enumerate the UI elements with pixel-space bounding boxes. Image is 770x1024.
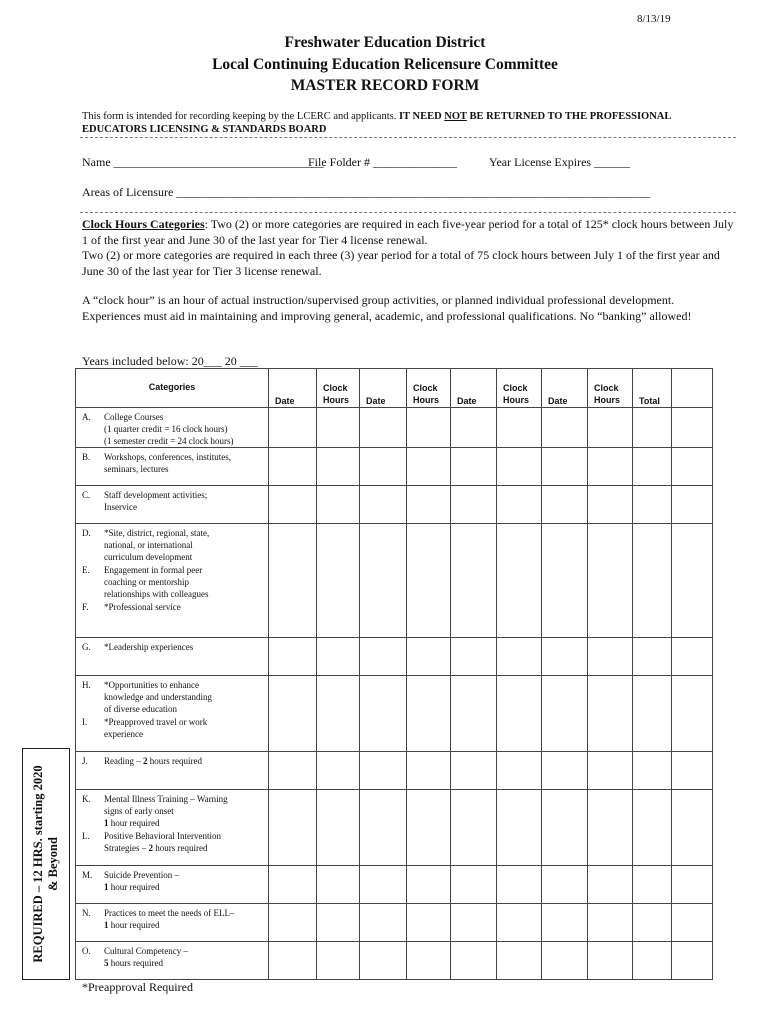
- years-included-field[interactable]: Years included below: 20___ 20 ___: [82, 354, 258, 368]
- entry-cell[interactable]: [672, 638, 713, 676]
- entry-cell[interactable]: [672, 408, 713, 448]
- entry-cell[interactable]: [672, 942, 713, 980]
- entry-cell[interactable]: [633, 638, 672, 676]
- entry-cell[interactable]: [497, 904, 542, 942]
- entry-cell[interactable]: [451, 448, 497, 486]
- form-title: MASTER RECORD FORM: [290, 77, 480, 94]
- header-clock-hours: Clock Hours: [407, 369, 451, 408]
- category-cell: K. Mental Illness Training – Warning signs of early onset 1 hour required L. Positive Behavioral Intervention Strategies – 2 hours required: [76, 790, 269, 866]
- entry-cell[interactable]: [633, 790, 672, 866]
- entry-cell[interactable]: [269, 486, 317, 524]
- entry-cell[interactable]: [451, 790, 497, 866]
- table-row: [76, 448, 713, 486]
- entry-cell[interactable]: [588, 752, 633, 790]
- entry-cell[interactable]: [542, 904, 588, 942]
- entry-cell[interactable]: [672, 486, 713, 524]
- intro-text: This form is intended for recording keeping by the LCERC and applicants. IT NEED NOT BE RETURNED TO THE PROFESSIONAL EDUCATORS LICENSING & STANDARDS BOARD: [82, 111, 671, 135]
- entry-cell[interactable]: [269, 904, 317, 942]
- entry-cell[interactable]: [672, 790, 713, 866]
- entry-cell[interactable]: [542, 942, 588, 980]
- entry-cell[interactable]: [633, 448, 672, 486]
- header-date: Date: [269, 369, 317, 408]
- entry-cell[interactable]: [497, 942, 542, 980]
- entry-cell[interactable]: [407, 752, 451, 790]
- entry-cell[interactable]: [360, 638, 407, 676]
- entry-cell[interactable]: [542, 676, 588, 752]
- entry-cell[interactable]: [542, 638, 588, 676]
- entry-cell[interactable]: [542, 408, 588, 448]
- entry-cell[interactable]: [497, 676, 542, 752]
- entry-cell[interactable]: [588, 448, 633, 486]
- entry-cell[interactable]: [451, 524, 497, 638]
- entry-cell[interactable]: [497, 790, 542, 866]
- header-blank: [672, 369, 713, 408]
- entry-cell[interactable]: [360, 866, 407, 904]
- table-row: [76, 942, 713, 980]
- entry-cell[interactable]: [317, 904, 360, 942]
- header-clock-hours: Clock Hours: [317, 369, 360, 408]
- entry-cell[interactable]: [451, 942, 497, 980]
- entry-cell[interactable]: [269, 752, 317, 790]
- preapproval-footnote: *Preapproval Required: [82, 980, 193, 994]
- divider: [80, 137, 736, 138]
- category-cell: J. Reading – 2 hours required: [76, 752, 269, 790]
- table-row: [76, 866, 713, 904]
- entry-cell[interactable]: [360, 486, 407, 524]
- form-date: 8/13/19: [637, 13, 671, 25]
- entry-cell[interactable]: [269, 408, 317, 448]
- header-date: Date: [542, 369, 588, 408]
- entry-cell[interactable]: [269, 676, 317, 752]
- entry-cell[interactable]: [497, 866, 542, 904]
- entry-cell[interactable]: [317, 524, 360, 638]
- entry-cell[interactable]: [360, 524, 407, 638]
- entry-cell[interactable]: [360, 942, 407, 980]
- clock-hour-definition: A “clock hour” is an hour of actual instruction/supervised group activities, or planned individual professional development. Experiences must aid in maintaining and improving general, academic, and professional qualifications. No “banking” allowed!: [82, 293, 692, 323]
- entry-cell[interactable]: [269, 638, 317, 676]
- table-row: [76, 752, 713, 790]
- category-cell: B. Workshops, conferences, institutes, seminars, lectures: [76, 448, 269, 486]
- entry-cell[interactable]: [633, 524, 672, 638]
- entry-cell[interactable]: [497, 408, 542, 448]
- entry-cell[interactable]: [317, 486, 360, 524]
- entry-cell[interactable]: [451, 866, 497, 904]
- entry-cell[interactable]: [588, 790, 633, 866]
- header-clock-hours: Clock Hours: [588, 369, 633, 408]
- category-cell: O. Cultural Competency – 5 hours required: [76, 942, 269, 980]
- entry-cell[interactable]: [497, 486, 542, 524]
- entry-cell[interactable]: [317, 790, 360, 866]
- table-row: [76, 524, 713, 638]
- entry-cell[interactable]: [360, 676, 407, 752]
- entry-cell[interactable]: [542, 866, 588, 904]
- entry-cell[interactable]: [588, 486, 633, 524]
- entry-cell[interactable]: [317, 942, 360, 980]
- entry-cell[interactable]: [497, 752, 542, 790]
- entry-cell[interactable]: [317, 448, 360, 486]
- header-date: Date: [451, 369, 497, 408]
- entry-cell[interactable]: [542, 486, 588, 524]
- district-title: Freshwater Education District: [284, 34, 486, 51]
- category-cell: A. College Courses (1 quarter credit = 16 clock hours) (1 semester credit = 24 clock hours): [76, 408, 269, 448]
- entry-cell[interactable]: [542, 524, 588, 638]
- entry-cell[interactable]: [633, 486, 672, 524]
- entry-cell[interactable]: [497, 638, 542, 676]
- entry-cell[interactable]: [269, 524, 317, 638]
- entry-cell[interactable]: [407, 524, 451, 638]
- header-categories: Categories: [76, 369, 269, 408]
- category-cell: H. *Opportunities to enhance knowledge and understanding of diverse education I. *Preapproved travel or work experience: [76, 676, 269, 752]
- entry-cell[interactable]: [633, 676, 672, 752]
- entry-cell[interactable]: [588, 942, 633, 980]
- entry-cell[interactable]: [542, 790, 588, 866]
- entry-cell[interactable]: [407, 676, 451, 752]
- entry-cell[interactable]: [672, 752, 713, 790]
- entry-cell[interactable]: [451, 752, 497, 790]
- master-record-table: [75, 368, 713, 980]
- entry-cell[interactable]: [360, 408, 407, 448]
- entry-cell[interactable]: [588, 866, 633, 904]
- entry-cell[interactable]: [407, 448, 451, 486]
- entry-cell[interactable]: [588, 676, 633, 752]
- header-date: Date: [360, 369, 407, 408]
- table-row: [76, 790, 713, 866]
- entry-cell[interactable]: [633, 752, 672, 790]
- entry-cell[interactable]: [451, 486, 497, 524]
- table-header-row: [76, 369, 713, 408]
- entry-cell[interactable]: [360, 790, 407, 866]
- entry-cell[interactable]: [360, 752, 407, 790]
- entry-cell[interactable]: [633, 904, 672, 942]
- entry-cell[interactable]: [672, 866, 713, 904]
- entry-cell[interactable]: [588, 524, 633, 638]
- entry-cell[interactable]: [407, 904, 451, 942]
- table-row: [76, 638, 713, 676]
- entry-cell[interactable]: [269, 866, 317, 904]
- category-cell: C. Staff development activities; Inservice: [76, 486, 269, 524]
- file-folder-field[interactable]: File Folder # ______________: [308, 155, 457, 169]
- entry-cell[interactable]: [407, 408, 451, 448]
- entry-cell[interactable]: [451, 676, 497, 752]
- entry-cell[interactable]: [672, 676, 713, 752]
- required-hours-label: REQUIRED – 12 HRS. starting 2020 & Beyond: [31, 765, 60, 963]
- entry-cell[interactable]: [451, 408, 497, 448]
- entry-cell[interactable]: [269, 942, 317, 980]
- table-row: [76, 486, 713, 524]
- entry-cell[interactable]: [317, 408, 360, 448]
- entry-cell[interactable]: [407, 486, 451, 524]
- entry-cell[interactable]: [588, 408, 633, 448]
- entry-cell[interactable]: [633, 866, 672, 904]
- areas-of-licensure-field[interactable]: Areas of Licensure _______________________________________________________________________________: [82, 185, 651, 199]
- category-cell: N. Practices to meet the needs of ELL– 1 hour required: [76, 904, 269, 942]
- required-hours-box: [22, 748, 70, 980]
- committee-title: Local Continuing Education Relicensure Committee: [212, 56, 558, 73]
- entry-cell[interactable]: [317, 676, 360, 752]
- entry-cell[interactable]: [407, 866, 451, 904]
- entry-cell[interactable]: [497, 448, 542, 486]
- clock-hours-categories-text: Clock Hours Categories: Two (2) or more categories are required in each five-year period for a total of 125* clock hours between July 1 of the first year and June 30 of the last year for Tier 4 license renewal. Two (2) or more categories are required in each three (3) year period for a total of 75 clock hours between July 1 of the first year and June 30 of the last year for Tier 3 license renewal.: [82, 217, 734, 278]
- category-cell: G. *Leadership experiences: [76, 638, 269, 676]
- entry-cell[interactable]: [269, 448, 317, 486]
- entry-cell[interactable]: [672, 524, 713, 638]
- name-field[interactable]: Name ___________________________________: [82, 155, 324, 169]
- entry-cell[interactable]: [497, 524, 542, 638]
- entry-cell[interactable]: [407, 790, 451, 866]
- entry-cell[interactable]: [633, 408, 672, 448]
- entry-cell[interactable]: [269, 790, 317, 866]
- divider: [80, 212, 736, 213]
- license-expires-field[interactable]: Year License Expires ______: [489, 155, 631, 169]
- table-row: [76, 408, 713, 448]
- header-total: Total: [633, 369, 672, 408]
- entry-cell[interactable]: [317, 638, 360, 676]
- entry-cell[interactable]: [317, 752, 360, 790]
- entry-cell[interactable]: [588, 638, 633, 676]
- entry-cell[interactable]: [672, 904, 713, 942]
- entry-cell[interactable]: [672, 448, 713, 486]
- entry-cell[interactable]: [407, 942, 451, 980]
- category-cell: M. Suicide Prevention – 1 hour required: [76, 866, 269, 904]
- category-cell: D. *Site, district, regional, state, national, or international curriculum development E. Engagement in formal peer coaching or mentorship relationships with colleagues F. *Professional service: [76, 524, 269, 638]
- entry-cell[interactable]: [633, 942, 672, 980]
- table-row: [76, 676, 713, 752]
- entry-cell[interactable]: [542, 448, 588, 486]
- entry-cell[interactable]: [451, 904, 497, 942]
- entry-cell[interactable]: [360, 904, 407, 942]
- entry-cell[interactable]: [542, 752, 588, 790]
- table-row: [76, 904, 713, 942]
- entry-cell[interactable]: [360, 448, 407, 486]
- entry-cell[interactable]: [588, 904, 633, 942]
- entry-cell[interactable]: [407, 638, 451, 676]
- header-clock-hours: Clock Hours: [497, 369, 542, 408]
- entry-cell[interactable]: [317, 866, 360, 904]
- entry-cell[interactable]: [451, 638, 497, 676]
